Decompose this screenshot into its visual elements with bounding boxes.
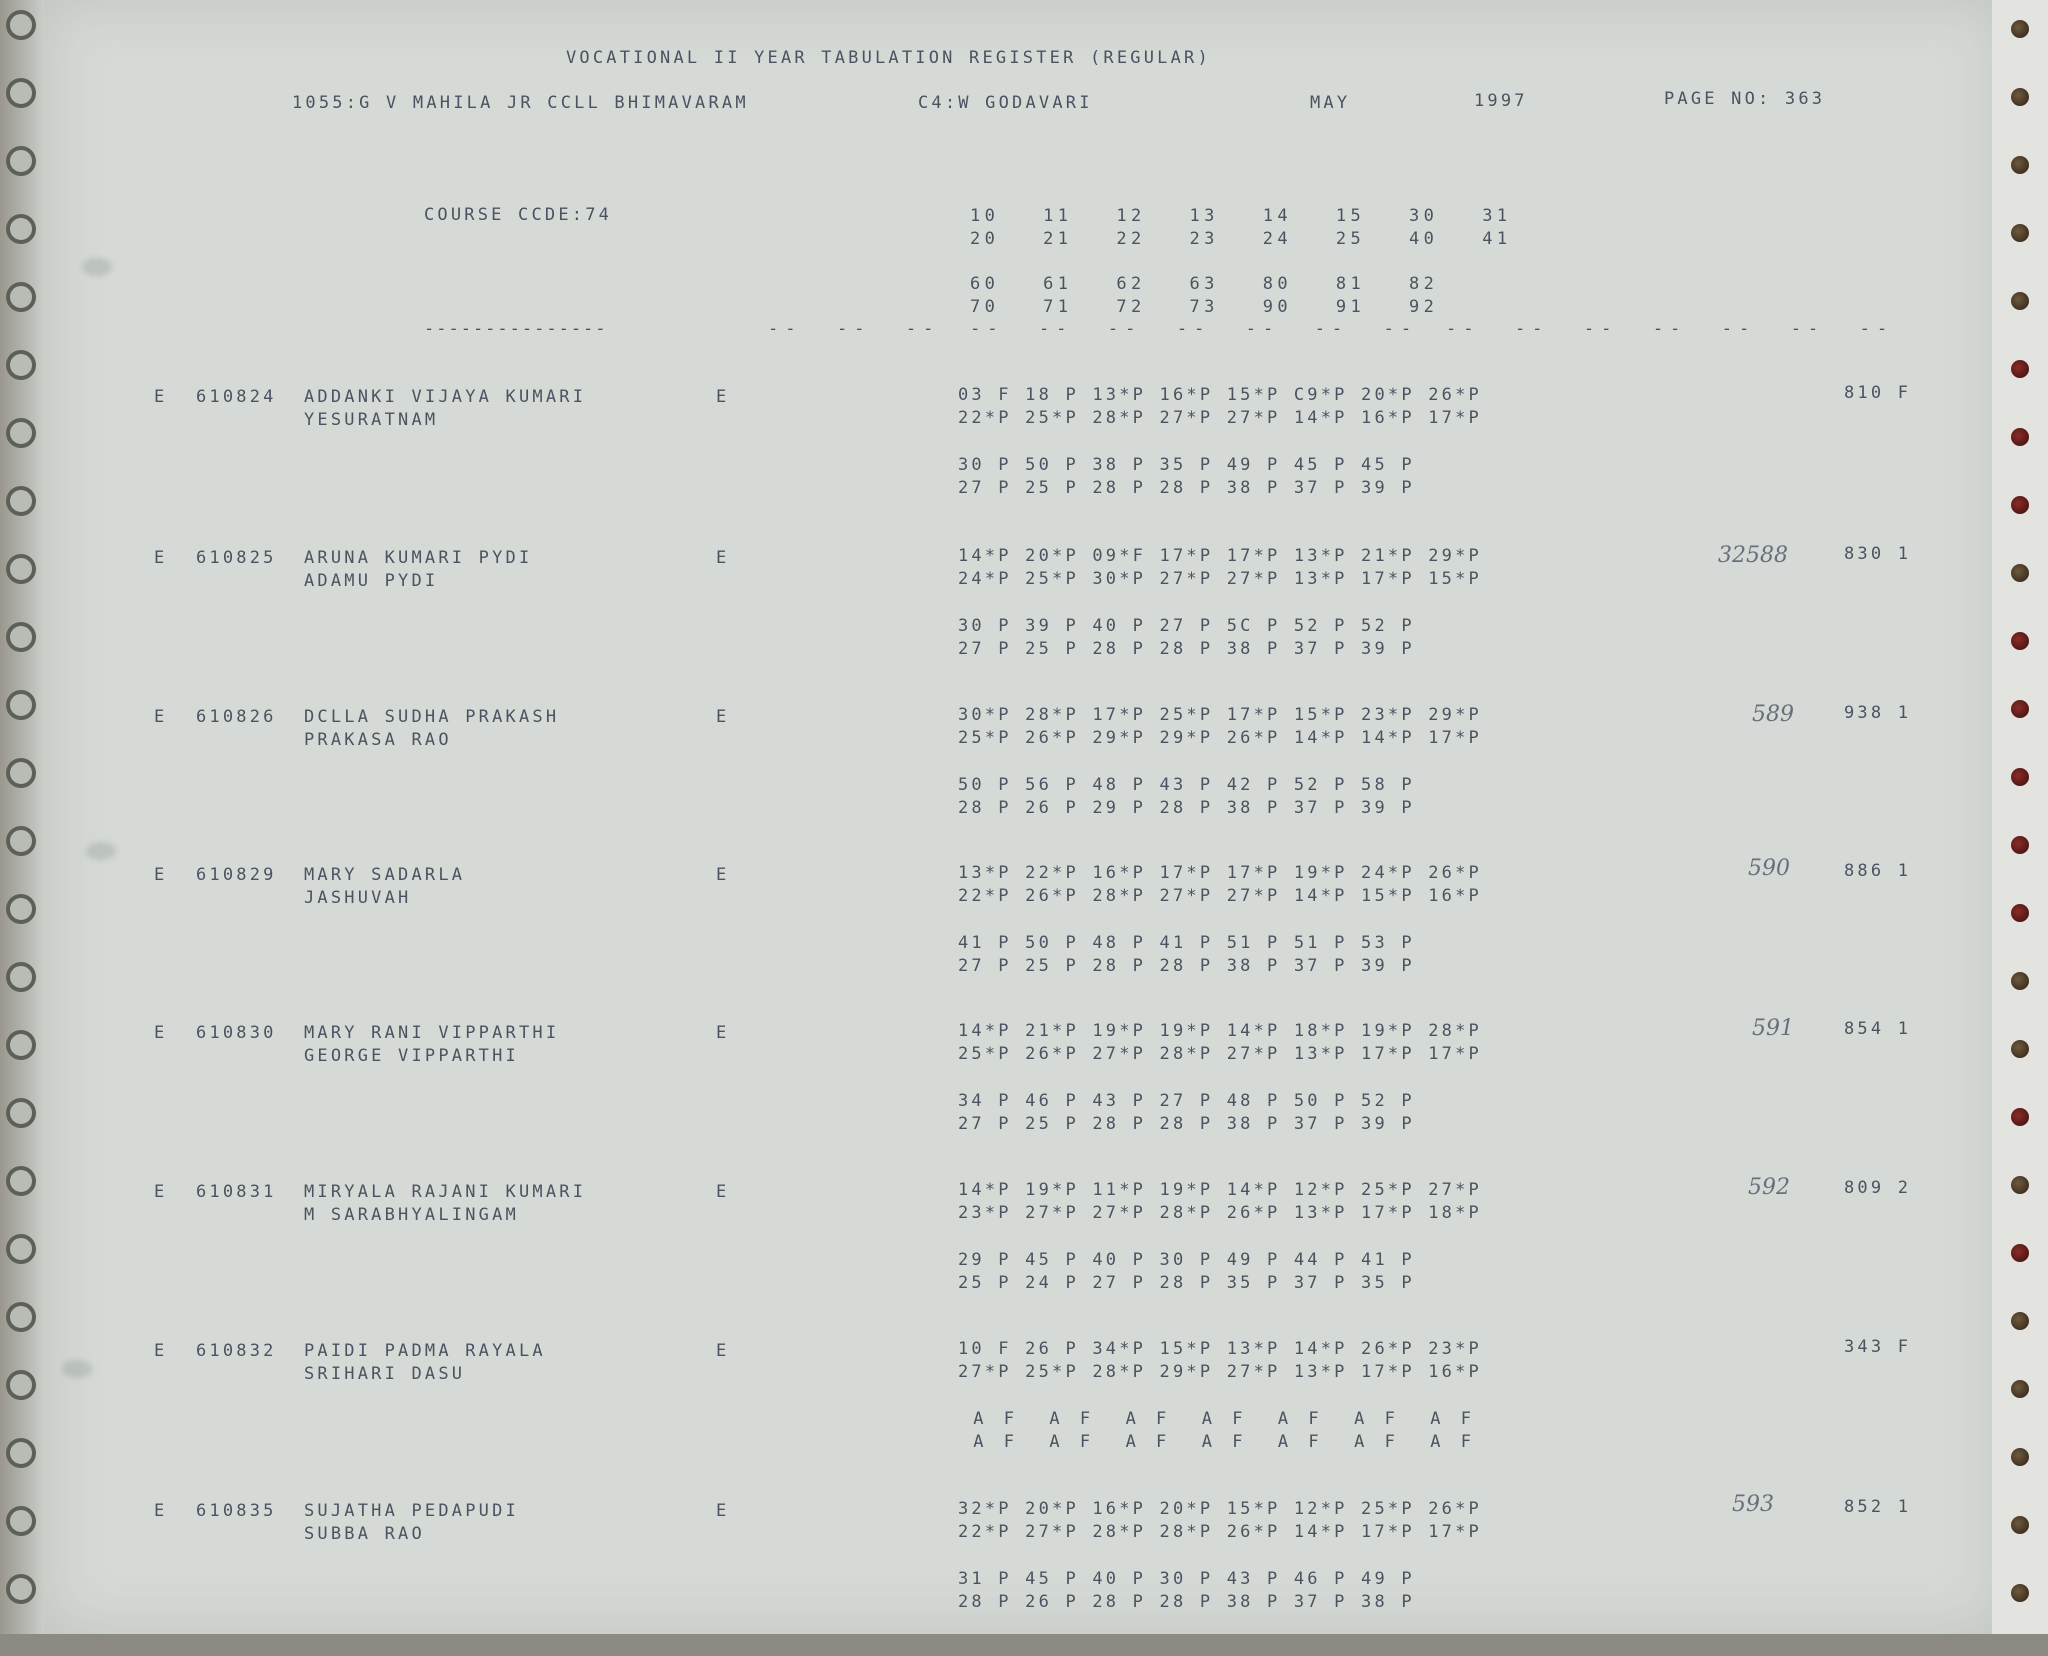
marks-row: 28 P 26 P 28 P 28 P 38 P 37 P 38 P — [958, 1592, 1415, 1612]
student-type: E — [154, 1341, 168, 1361]
handwritten-note: 590 — [1748, 856, 1790, 881]
header-rule: -- -- -- -- -- -- -- — [970, 319, 1419, 339]
roll-number: 610832 — [196, 1341, 277, 1361]
register-title: VOCATIONAL II YEAR TABULATION REGISTER (REGULAR) — [566, 48, 1211, 68]
student-name: MARY RANI VIPPARTHI — [304, 1023, 560, 1043]
feed-hole — [2011, 156, 2029, 174]
page-number: PAGE NO: 363 — [1664, 89, 1826, 109]
parent-name: SRIHARI DASU — [304, 1364, 466, 1384]
marks-row: 34 P 46 P 43 P 27 P 48 P 50 P 52 P — [958, 1091, 1415, 1111]
student-type: E — [154, 1023, 168, 1043]
marks-row: 30*P 28*P 17*P 25*P 17*P 15*P 23*P 29*P — [958, 705, 1482, 725]
student-record — [0, 1177, 2048, 1337]
total-result: 938 1 — [1844, 703, 1912, 723]
feed-hole — [2011, 20, 2029, 38]
student-type: E — [154, 548, 168, 568]
marks-row: 22*P 26*P 28*P 27*P 27*P 14*P 15*P 16*P — [958, 886, 1482, 906]
student-type: E — [154, 387, 168, 407]
marks-row: 22*P 27*P 28*P 28*P 26*P 14*P 17*P 17*P — [958, 1522, 1482, 1542]
handwritten-note: 592 — [1748, 1175, 1790, 1200]
parent-name: PRAKASA RAO — [304, 730, 452, 750]
medium-code: E — [716, 548, 730, 568]
binding-ring — [6, 350, 36, 380]
roll-number: 610831 — [196, 1182, 277, 1202]
district-name: C4:W GODAVARI — [918, 93, 1093, 113]
total-result: 886 1 — [1844, 861, 1912, 881]
medium-code: E — [716, 1023, 730, 1043]
marks-row: 28 P 26 P 29 P 28 P 38 P 37 P 39 P — [958, 798, 1415, 818]
marks-row: A F A F A F A F A F A F A F — [958, 1432, 1476, 1452]
binding-ring — [6, 146, 36, 176]
student-name: PAIDI PADMA RAYALA — [304, 1341, 546, 1361]
marks-row: 27 P 25 P 28 P 28 P 38 P 37 P 39 P — [958, 956, 1415, 976]
marks-row: 03 F 18 P 13*P 16*P 15*P C9*P 20*P 26*P — [958, 385, 1482, 405]
medium-code: E — [716, 1501, 730, 1521]
ink-smudge — [82, 258, 112, 276]
handwritten-note: 593 — [1732, 1492, 1774, 1517]
marks-row: 41 P 50 P 48 P 41 P 51 P 51 P 53 P — [958, 933, 1415, 953]
marks-row: 23*P 27*P 27*P 28*P 26*P 13*P 17*P 18*P — [958, 1203, 1482, 1223]
marks-row: A F A F A F A F A F A F A F — [958, 1409, 1476, 1429]
exam-month: MAY — [1310, 93, 1351, 113]
marks-row: 25 P 24 P 27 P 28 P 35 P 37 P 35 P — [958, 1273, 1415, 1293]
parent-name: SUBBA RAO — [304, 1524, 425, 1544]
total-result: 809 2 — [1844, 1178, 1912, 1198]
subject-codes-row: 10 11 12 13 14 15 30 31 — [970, 206, 1512, 226]
total-result: 854 1 — [1844, 1019, 1912, 1039]
parent-name: ADAMU PYDI — [304, 571, 439, 591]
course-code: COURSE CCDE:74 — [424, 205, 613, 225]
parent-name: M SARABHYALINGAM — [304, 1205, 519, 1225]
roll-number: 610830 — [196, 1023, 277, 1043]
marks-row: 27 P 25 P 28 P 28 P 38 P 37 P 39 P — [958, 639, 1415, 659]
parent-name: GEORGE VIPPARTHI — [304, 1046, 519, 1066]
total-result: 852 1 — [1844, 1497, 1912, 1517]
marks-row: 30 P 39 P 40 P 27 P 5C P 52 P 52 P — [958, 616, 1415, 636]
binding-ring — [6, 214, 36, 244]
student-record — [0, 1492, 2048, 1656]
student-type: E — [154, 1501, 168, 1521]
marks-row: 50 P 56 P 48 P 43 P 42 P 52 P 58 P — [958, 775, 1415, 795]
roll-number: 610825 — [196, 548, 277, 568]
total-result: 810 F — [1844, 383, 1912, 403]
student-record — [0, 702, 2048, 862]
student-type: E — [154, 865, 168, 885]
header-rule: -- -- -- -- -- -- -- — [1446, 319, 1895, 339]
marks-row: 14*P 20*P 09*F 17*P 17*P 13*P 21*P 29*P — [958, 546, 1482, 566]
parent-name: YESURATNAM — [304, 410, 439, 430]
marks-row: 13*P 22*P 16*P 17*P 17*P 19*P 24*P 26*P — [958, 863, 1482, 883]
subject-codes-row: 70 71 72 73 90 91 92 — [970, 297, 1439, 317]
exam-year: 1997 — [1474, 91, 1528, 111]
marks-row: 30 P 50 P 38 P 35 P 49 P 45 P 45 P — [958, 455, 1415, 475]
student-record — [0, 1018, 2048, 1178]
roll-number: 610824 — [196, 387, 277, 407]
medium-code: E — [716, 1182, 730, 1202]
marks-row: 27 P 25 P 28 P 28 P 38 P 37 P 39 P — [958, 478, 1415, 498]
medium-code: E — [716, 1341, 730, 1361]
student-name: ADDANKI VIJAYA KUMARI — [304, 387, 587, 407]
marks-row: 27*P 25*P 28*P 29*P 27*P 13*P 17*P 16*P — [958, 1362, 1482, 1382]
total-result: 830 1 — [1844, 544, 1912, 564]
header-rule: -- -- -- — [768, 319, 941, 339]
roll-number: 610835 — [196, 1501, 277, 1521]
student-name: MIRYALA RAJANI KUMARI — [304, 1182, 587, 1202]
marks-row: 14*P 21*P 19*P 19*P 14*P 18*P 19*P 28*P — [958, 1021, 1482, 1041]
handwritten-note: 589 — [1752, 702, 1794, 727]
parent-name: JASHUVAH — [304, 888, 412, 908]
student-record — [0, 382, 2048, 542]
handwritten-note: 32588 — [1718, 543, 1788, 568]
feed-hole — [2011, 88, 2029, 106]
marks-row: 25*P 26*P 29*P 29*P 26*P 14*P 14*P 17*P — [958, 728, 1482, 748]
student-record — [0, 1336, 2048, 1496]
marks-row: 14*P 19*P 11*P 19*P 14*P 12*P 25*P 27*P — [958, 1180, 1482, 1200]
medium-code: E — [716, 865, 730, 885]
roll-number: 610826 — [196, 707, 277, 727]
handwritten-note: 591 — [1752, 1016, 1794, 1041]
total-result: 343 F — [1844, 1337, 1912, 1357]
feed-hole — [2011, 292, 2029, 310]
student-name: MARY SADARLA — [304, 865, 466, 885]
medium-code: E — [716, 707, 730, 727]
binding-ring — [6, 282, 36, 312]
marks-row: 29 P 45 P 40 P 30 P 49 P 44 P 41 P — [958, 1250, 1415, 1270]
student-type: E — [154, 707, 168, 727]
marks-row: 10 F 26 P 34*P 15*P 13*P 14*P 26*P 23*P — [958, 1339, 1482, 1359]
header-rule: --------------- — [424, 319, 608, 339]
student-record — [0, 856, 2048, 1020]
subject-codes-row: 60 61 62 63 80 81 82 — [970, 274, 1439, 294]
medium-code: E — [716, 387, 730, 407]
marks-row: 31 P 45 P 40 P 30 P 43 P 46 P 49 P — [958, 1569, 1415, 1589]
feed-hole — [2011, 360, 2029, 378]
student-name: ARUNA KUMARI PYDI — [304, 548, 533, 568]
marks-row: 22*P 25*P 28*P 27*P 27*P 14*P 16*P 17*P — [958, 408, 1482, 428]
feed-hole — [2011, 224, 2029, 242]
roll-number: 610829 — [196, 865, 277, 885]
marks-row: 25*P 26*P 27*P 28*P 27*P 13*P 17*P 17*P — [958, 1044, 1482, 1064]
student-name: SUJATHA PEDAPUDI — [304, 1501, 519, 1521]
subject-codes-row: 20 21 22 23 24 25 40 41 — [970, 229, 1512, 249]
marks-row: 24*P 25*P 30*P 27*P 27*P 13*P 17*P 15*P — [958, 569, 1482, 589]
marks-row: 32*P 20*P 16*P 20*P 15*P 12*P 25*P 26*P — [958, 1499, 1482, 1519]
marks-row: 27 P 25 P 28 P 28 P 38 P 37 P 39 P — [958, 1114, 1415, 1134]
college-name: 1055:G V MAHILA JR CCLL BHIMAVARAM — [292, 93, 749, 113]
binding-ring — [6, 78, 36, 108]
student-type: E — [154, 1182, 168, 1202]
binding-ring — [6, 10, 36, 40]
student-record — [0, 543, 2048, 703]
student-name: DCLLA SUDHA PRAKASH — [304, 707, 560, 727]
